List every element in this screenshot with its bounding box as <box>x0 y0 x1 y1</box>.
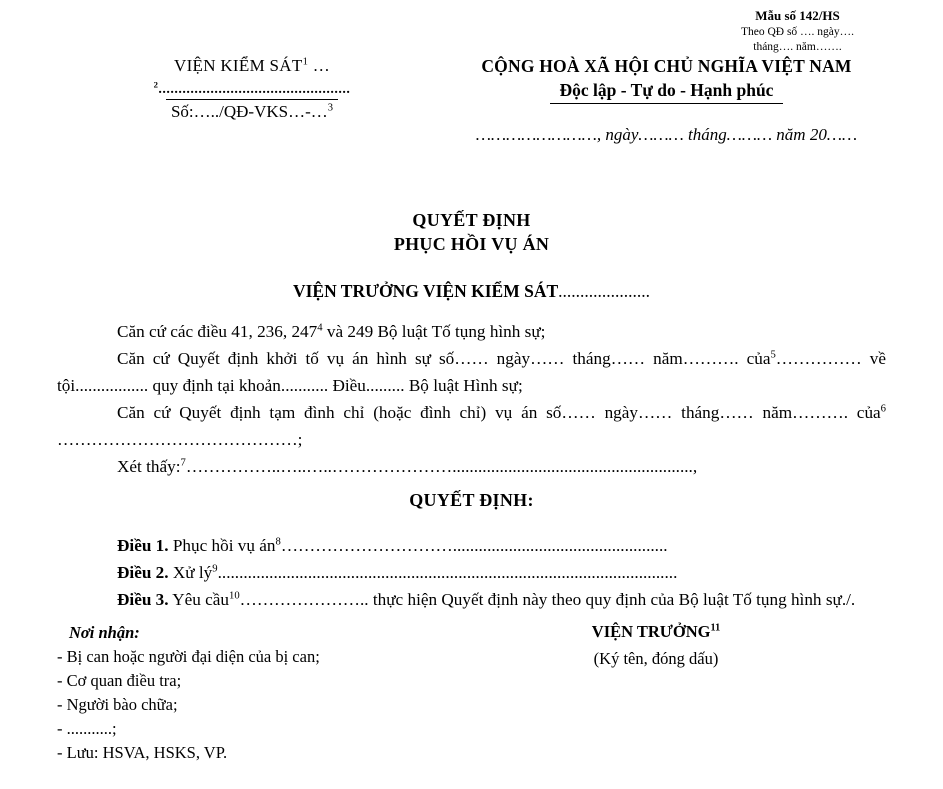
issuer-fill-dots: ..................... <box>558 281 650 301</box>
recipient-item: - ...........; <box>57 719 117 738</box>
document-number-wrap <box>166 99 338 123</box>
document-footer <box>57 621 886 765</box>
issuer-heading <box>57 280 886 302</box>
legal-basis-section <box>57 318 886 480</box>
article-fill: ………………………….................................................. <box>280 536 668 555</box>
footnote-ref-1: 1 <box>302 56 309 68</box>
footnote-ref-10: 10 <box>229 590 240 602</box>
national-motto-line1: CỘNG HOÀ XÃ HỘI CHỦ NGHĨA VIỆT NAM <box>481 56 852 76</box>
recipients-heading: Nơi nhận: <box>69 623 140 642</box>
footnote-ref-11: 11 <box>710 622 721 634</box>
legal-basis-paragraph <box>57 345 886 399</box>
paragraph-text: Xét thấy: <box>117 457 181 476</box>
footnote-ref-9: 9 <box>212 563 218 575</box>
national-header-block <box>447 55 886 146</box>
footnote-ref-7: 7 <box>180 457 186 469</box>
signature-instruction: (Ký tên, đóng dấu) <box>593 649 719 668</box>
document-header <box>57 55 886 146</box>
document-number: Số:…../QĐ-VKS…-… <box>170 102 328 121</box>
recipients-block <box>57 621 497 765</box>
article-label: Điều 1. <box>117 536 169 555</box>
paragraph-text: ……………..…..…..…………………........................................................, <box>185 457 698 476</box>
recipient-item: - Người bào chữa; <box>57 695 178 714</box>
form-number: Mẫu số 142/HS <box>755 8 840 23</box>
footnote-ref-2: 2 <box>153 79 159 90</box>
form-decision-ref-line1: Theo QĐ số …. ngày…. <box>740 25 855 38</box>
consideration-paragraph <box>57 453 886 480</box>
footnote-ref-4: 4 <box>317 322 323 334</box>
agency-name: VIỆN KIỂM SÁT <box>174 56 303 75</box>
footnote-ref-8: 8 <box>275 536 281 548</box>
document-title-line2: PHỤC HỒI VỤ ÁN <box>393 234 550 254</box>
article-fill: ........................................................................................................... <box>217 563 678 582</box>
form-number-box <box>700 8 895 55</box>
issuing-agency-block <box>57 55 447 146</box>
legal-basis-paragraph <box>57 399 886 453</box>
document-title <box>57 208 886 256</box>
agency-fill-line <box>57 79 447 97</box>
article-text: Phục hồi vụ án <box>168 536 276 555</box>
article-text: Yêu cầu <box>168 590 230 609</box>
agency-name-trail: … <box>308 56 330 75</box>
place-date-line: ……………………, ngày……… tháng……… năm 20…… <box>475 125 858 144</box>
article-2 <box>57 559 886 586</box>
national-motto-line2 <box>447 79 886 104</box>
form-decision-ref-line2: tháng…. năm……. <box>753 40 842 53</box>
recipient-item: - Cơ quan điều tra; <box>57 671 182 690</box>
signature-block <box>506 621 806 765</box>
article-3 <box>57 586 886 613</box>
agency-dotted-rule: ................................................ <box>158 82 351 97</box>
document-number-line <box>57 99 447 123</box>
signature-title-line <box>506 621 806 643</box>
decision-heading: QUYẾT ĐỊNH: <box>409 490 534 510</box>
paragraph-text: Căn cứ Quyết định tạm đình chỉ (hoặc đình chỉ) vụ án số…… ngày…… tháng…… năm………. của <box>117 403 881 422</box>
article-label: Điều 2. <box>117 563 169 582</box>
signature-title: VIỆN TRƯỞNG <box>591 622 711 641</box>
issuer-title: VIỆN TRƯỞNG VIỆN KIỂM SÁT <box>292 281 559 301</box>
paragraph-text: Căn cứ Quyết định khởi tố vụ án hình sự số…… ngày…… tháng…… năm………. của <box>117 349 771 368</box>
paragraph-text: Căn cứ các điều 41, 236, 247 <box>117 322 318 341</box>
paragraph-text: ……………………………………; <box>57 430 303 449</box>
legal-basis-paragraph <box>57 318 886 345</box>
paragraph-text: và 249 Bộ luật Tố tụng hình sự; <box>322 322 546 341</box>
article-label: Điều 3. <box>117 590 169 609</box>
footnote-ref-5: 5 <box>770 349 776 361</box>
document-title-line1: QUYẾT ĐỊNH <box>412 210 531 230</box>
article-1 <box>57 532 886 559</box>
recipient-item: - Bị can hoặc người đại diện của bị can; <box>57 647 320 666</box>
recipient-item: - Lưu: HSVA, HSKS, VP. <box>57 743 228 762</box>
agency-name-line <box>57 55 447 77</box>
footnote-ref-3: 3 <box>327 102 334 114</box>
articles-section <box>57 532 886 613</box>
footnote-ref-6: 6 <box>880 403 886 415</box>
national-motto-underlined: Độc lập - Tự do - Hạnh phúc <box>550 79 784 104</box>
article-text: Xử lý <box>168 563 213 582</box>
paragraph-text: …………… về tội................. quy định tại khoản........... Điều......... Bộ luật Hình sự; <box>57 349 886 395</box>
article-fill: ………………….. thực hiện Quyết định này theo quy định của Bộ luật Tố tụng hình sự./. <box>239 590 856 609</box>
